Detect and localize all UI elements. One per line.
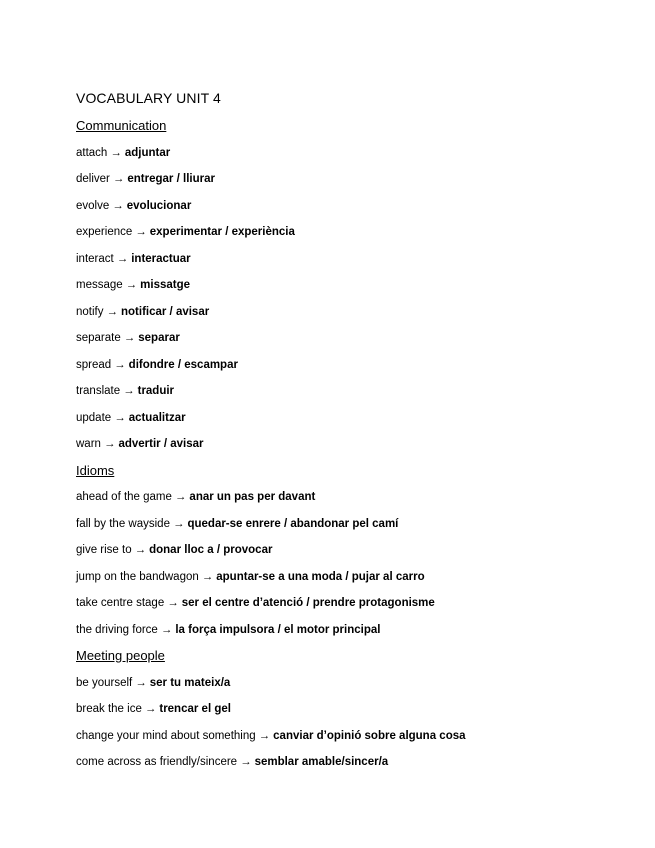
vocab-translation: evolucionar [126, 199, 192, 212]
vocab-translation: la força impulsora / el motor principal [175, 623, 381, 636]
arrow-icon: → [112, 173, 125, 185]
arrow-icon: → [123, 332, 136, 344]
vocab-entry [76, 304, 655, 331]
vocab-term: break the ice [76, 703, 142, 715]
vocab-translation: traduir [137, 385, 175, 397]
vocab-term: evolve [76, 199, 110, 212]
vocab-translation: entregar / lliurar [127, 173, 215, 185]
vocab-entry [76, 145, 655, 172]
vocab-entry [76, 595, 655, 622]
vocab-translation: adjuntar [124, 146, 171, 159]
arrow-icon: → [258, 729, 271, 742]
vocab-term: change your mind about something [76, 729, 256, 742]
vocab-term: warn [76, 438, 101, 450]
arrow-icon: → [112, 199, 124, 212]
vocab-entry [76, 383, 655, 410]
arrow-icon: → [167, 597, 179, 609]
arrow-icon: → [114, 358, 126, 371]
arrow-icon: → [110, 146, 122, 159]
vocab-translation: ser tu mateix/a [149, 676, 231, 689]
vocab-entry [76, 675, 655, 702]
vocab-term: give rise to [76, 544, 132, 556]
vocab-entry [76, 622, 655, 649]
vocab-entry [76, 436, 655, 463]
vocab-term: update [76, 411, 112, 424]
vocab-translation: trencar el gel [159, 703, 231, 715]
vocab-translation: donar lloc a / provocar [149, 544, 273, 556]
vocab-term: experience [76, 226, 133, 238]
arrow-icon: → [114, 411, 126, 424]
vocab-entry [76, 516, 655, 543]
vocab-translation: canviar d’opinió sobre alguna cosa [273, 729, 466, 742]
vocab-translation: experimentar / experiència [149, 226, 295, 238]
vocab-term: message [76, 279, 123, 291]
vocab-term: the driving force [76, 623, 158, 636]
vocab-term: be yourself [76, 676, 133, 689]
vocab-term: deliver [76, 173, 110, 185]
vocab-term: interact [76, 252, 114, 265]
vocab-entry [76, 410, 655, 437]
vocab-translation: ser el centre d’atenció / prendre protagonisme [181, 597, 435, 609]
arrow-icon: → [174, 491, 187, 503]
arrow-icon: → [240, 756, 252, 768]
arrow-icon: → [144, 703, 157, 715]
vocab-entry [76, 224, 655, 251]
vocab-term: spread [76, 358, 112, 371]
arrow-icon: → [172, 517, 185, 530]
vocab-entry [76, 701, 655, 728]
vocab-entry [76, 357, 655, 384]
vocab-section [76, 118, 655, 463]
vocab-entry [76, 198, 655, 225]
arrow-icon: → [123, 385, 135, 397]
arrow-icon: → [135, 226, 147, 238]
vocab-term: take centre stage [76, 597, 165, 609]
vocab-term: jump on the bandwagon [76, 570, 199, 583]
arrow-icon: → [201, 570, 214, 583]
arrow-icon: → [160, 623, 173, 636]
vocab-term: come across as friendly/sincere [76, 756, 238, 768]
vocab-translation: apuntar-se a una moda / pujar al carro [216, 570, 425, 583]
vocab-entry [76, 330, 655, 357]
vocabulary-sections [76, 118, 655, 781]
vocab-entry [76, 569, 655, 596]
section-heading: Idioms [76, 462, 115, 478]
vocab-entry [76, 251, 655, 278]
vocab-translation: quedar-se enrere / abandonar pel camí [187, 517, 399, 530]
arrow-icon: → [135, 676, 147, 689]
document-title: VOCABULARY UNIT 4 [76, 90, 221, 106]
arrow-icon: → [116, 252, 129, 265]
vocab-translation: anar un pas per davant [189, 491, 316, 503]
vocab-entry [76, 489, 655, 516]
arrow-icon: → [134, 544, 147, 556]
arrow-icon: → [106, 305, 118, 318]
vocab-translation: difondre / escampar [128, 358, 238, 371]
vocab-term: notify [76, 305, 104, 318]
vocab-entry [76, 728, 655, 755]
vocab-term: ahead of the game [76, 491, 172, 503]
vocab-term: attach [76, 146, 108, 159]
vocab-entry [76, 542, 655, 569]
vocab-term: translate [76, 385, 121, 397]
vocab-translation: interactuar [131, 252, 191, 265]
vocab-translation: semblar amable/sincer/a [254, 756, 389, 768]
vocab-section [76, 648, 655, 781]
vocab-entry [76, 171, 655, 198]
vocab-entry [76, 754, 655, 781]
vocab-term: separate [76, 332, 121, 344]
vocab-section [76, 463, 655, 649]
vocab-entry [76, 277, 655, 304]
arrow-icon: → [103, 438, 116, 450]
vocab-translation: actualitzar [128, 411, 186, 424]
arrow-icon: → [125, 279, 138, 291]
section-heading: Meeting people [76, 648, 165, 663]
vocab-translation: advertir / avisar [118, 438, 204, 450]
vocab-translation: notificar / avisar [121, 305, 210, 318]
vocab-translation: separar [138, 332, 180, 344]
section-heading: Communication [76, 118, 167, 133]
vocab-translation: missatge [140, 279, 191, 291]
vocab-term: fall by the wayside [76, 517, 170, 530]
